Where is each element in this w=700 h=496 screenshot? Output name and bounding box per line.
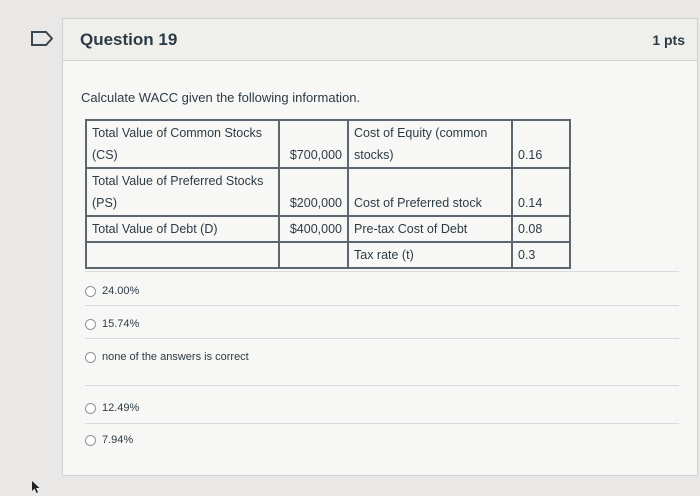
table-row (86, 168, 570, 216)
answer-option[interactable] (85, 285, 139, 297)
question-points: 1 pts (652, 31, 685, 48)
table-cell: Cost of Equity (common stocks) (348, 120, 512, 168)
divider (85, 305, 679, 306)
table-row (86, 120, 570, 168)
answer-option[interactable] (85, 351, 249, 363)
radio-button[interactable] (85, 403, 96, 414)
divider (85, 385, 679, 386)
table-cell: Total Value of Debt (D) (86, 216, 279, 242)
question-prompt: Calculate WACC given the following information. (81, 90, 361, 105)
radio-button[interactable] (85, 435, 96, 446)
answer-label: none of the answers is correct (102, 351, 249, 363)
answer-label: 12.49% (102, 402, 140, 414)
table-cell: Cost of Preferred stock (348, 168, 512, 216)
table-cell: $200,000 (279, 168, 348, 216)
question-header (63, 19, 697, 61)
table-row (86, 242, 570, 268)
answer-label: 15.74% (102, 318, 140, 330)
divider (85, 271, 679, 272)
table-cell: 0.14 (512, 168, 570, 216)
table-cell: Total Value of Common Stocks (CS) (86, 120, 279, 168)
table-cell (279, 242, 348, 268)
divider (85, 423, 679, 424)
flag-question-icon[interactable] (31, 31, 53, 46)
answer-option[interactable] (85, 402, 139, 414)
question-card (62, 18, 698, 476)
radio-button[interactable] (85, 352, 96, 363)
table-cell: 0.08 (512, 216, 570, 242)
radio-button[interactable] (85, 286, 96, 297)
table-row (86, 216, 570, 242)
table-cell: Tax rate (t) (348, 242, 512, 268)
table-cell: Pre-tax Cost of Debt (348, 216, 512, 242)
answer-label: 24.00% (102, 285, 140, 297)
question-title: Question 19 (80, 29, 178, 49)
table-cell: 0.3 (512, 242, 570, 268)
table-cell: 0.16 (512, 120, 570, 168)
table-cell: $400,000 (279, 216, 348, 242)
info-table (85, 119, 571, 269)
answer-label: 7.94% (102, 434, 134, 446)
answer-option[interactable] (85, 318, 139, 330)
table-cell: Total Value of Preferred Stocks (PS) (86, 168, 279, 216)
cursor-icon (32, 481, 40, 493)
divider (85, 338, 679, 339)
table-cell (86, 242, 279, 268)
table-cell: $700,000 (279, 120, 348, 168)
answer-option[interactable] (85, 434, 133, 446)
radio-button[interactable] (85, 319, 96, 330)
